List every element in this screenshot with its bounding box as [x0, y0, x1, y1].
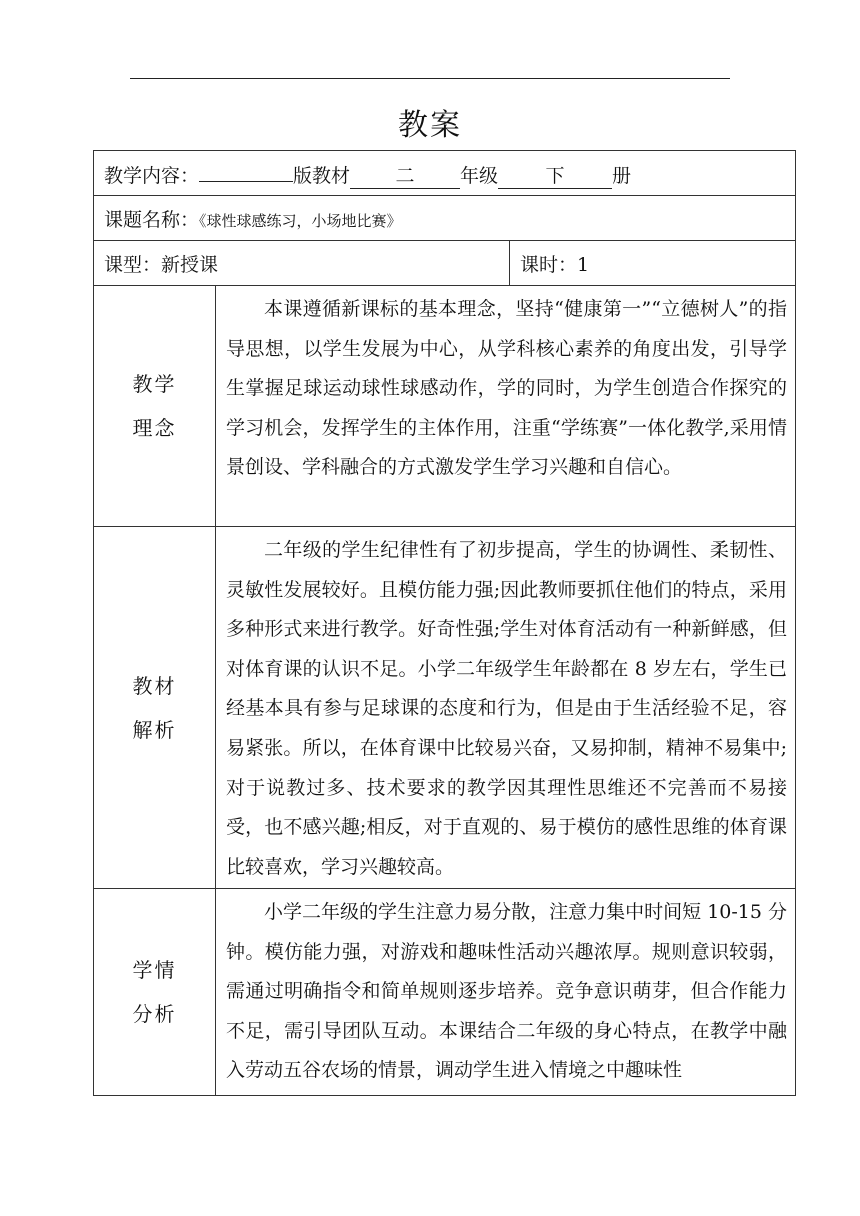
teaching-content-cell: [94, 151, 796, 196]
document-title: 教案: [398, 108, 462, 143]
textbook-analysis-heading-line2: 解析: [132, 717, 177, 742]
header-rule: [130, 78, 730, 79]
row-textbook-analysis: [94, 527, 796, 889]
teaching-philosophy-heading-line1: 教学: [132, 372, 177, 396]
volume-suffix: 册: [612, 165, 632, 187]
textbook-analysis-heading-line1: 教材: [132, 673, 177, 698]
grade-suffix: 年级: [460, 165, 499, 187]
edition-suffix: 版教材: [293, 165, 351, 187]
lesson-type-value: 新授课: [161, 253, 219, 276]
textbook-analysis-text: 二年级的学生纪律性有了初步提高，学生的协调性、柔韧性、灵敏性发展较好。且模仿能力强;因此教师要抓住他们的特点，采用多种形式来进行教学。好奇性强;学生对体育活动有一种新鲜感，但对体育课的认识不足。小学二年级学生年龄都在 8 岁左右，学生已经基本具有参与足球课的态度和行为，但是由于生活经验不足，容易紧张。所以，在体育课中比较易兴奋，又易抑制，精神不易集中;对于说教过多、技术要求的教学因其理性思维还不完善而不易接受，也不感兴趣;相反，对于直观的、易于模仿的感性思维的体育课比较喜欢，学习兴趣较高。: [226, 539, 788, 878]
student-analysis-heading: [94, 889, 216, 1096]
volume-value: 下: [498, 164, 612, 189]
lesson-plan-table: [93, 150, 796, 1096]
lesson-hours-value: 1: [577, 253, 590, 276]
row-topic: [94, 196, 796, 241]
textbook-analysis-body: [216, 527, 796, 889]
row-type: [94, 241, 796, 286]
teaching-philosophy-heading: [94, 286, 216, 527]
teaching-content-label: 教学内容：: [104, 165, 200, 187]
student-analysis-clip: [226, 893, 787, 1095]
grade-value: 二: [350, 164, 460, 189]
lesson-type-label: 课型：: [104, 253, 162, 276]
topic-cell: [94, 196, 796, 241]
teaching-philosophy-body: [216, 286, 796, 527]
lesson-type-cell: [94, 241, 510, 286]
textbook-analysis-heading: [94, 527, 216, 889]
row-student-analysis: [94, 889, 796, 1096]
teaching-philosophy-text: 本课遵循新课标的基本理念，坚持“健康第一”“立德树人”的指导思想，以学生发展为中心，从学科核心素养的角度出发，引导学生掌握足球运动球性球感动作，学的同时，为学生创造合作探究的学习机会，发挥学生的主体作用，注重“学练赛”一体化教学,采用情景创设、学科融合的方式激发学生学习兴趣和自信心。: [226, 298, 788, 479]
student-analysis-heading-line2: 分析: [132, 1002, 177, 1026]
topic-label: 课题名称：: [104, 208, 200, 231]
row-teaching-content: [94, 151, 796, 196]
lesson-hours-label: 课时：: [520, 253, 578, 276]
student-analysis-text: 小学二年级的学生注意力易分散，注意力集中时间短 10-15 分钟。模仿能力强，对游戏和趣味性活动兴趣浓厚。规则意识较弱，需通过明确指令和简单规则逐步培养。竞争意识萌芽，但合作能力不足，需引导团队互动。本课结合二年级的身心特点，在教学中融入劳动五谷农场的情景，调动学生进入情境之中趣味性: [226, 901, 788, 1082]
row-teaching-philosophy: [94, 286, 796, 527]
lesson-hours-cell: [510, 241, 796, 286]
teaching-philosophy-heading-line2: 理念: [132, 416, 177, 440]
student-analysis-body: [216, 889, 796, 1096]
student-analysis-heading-line1: 学情: [132, 958, 177, 982]
edition-blank: [199, 157, 293, 182]
topic-value: 《球性球感练习，小场地比赛》: [199, 211, 402, 230]
